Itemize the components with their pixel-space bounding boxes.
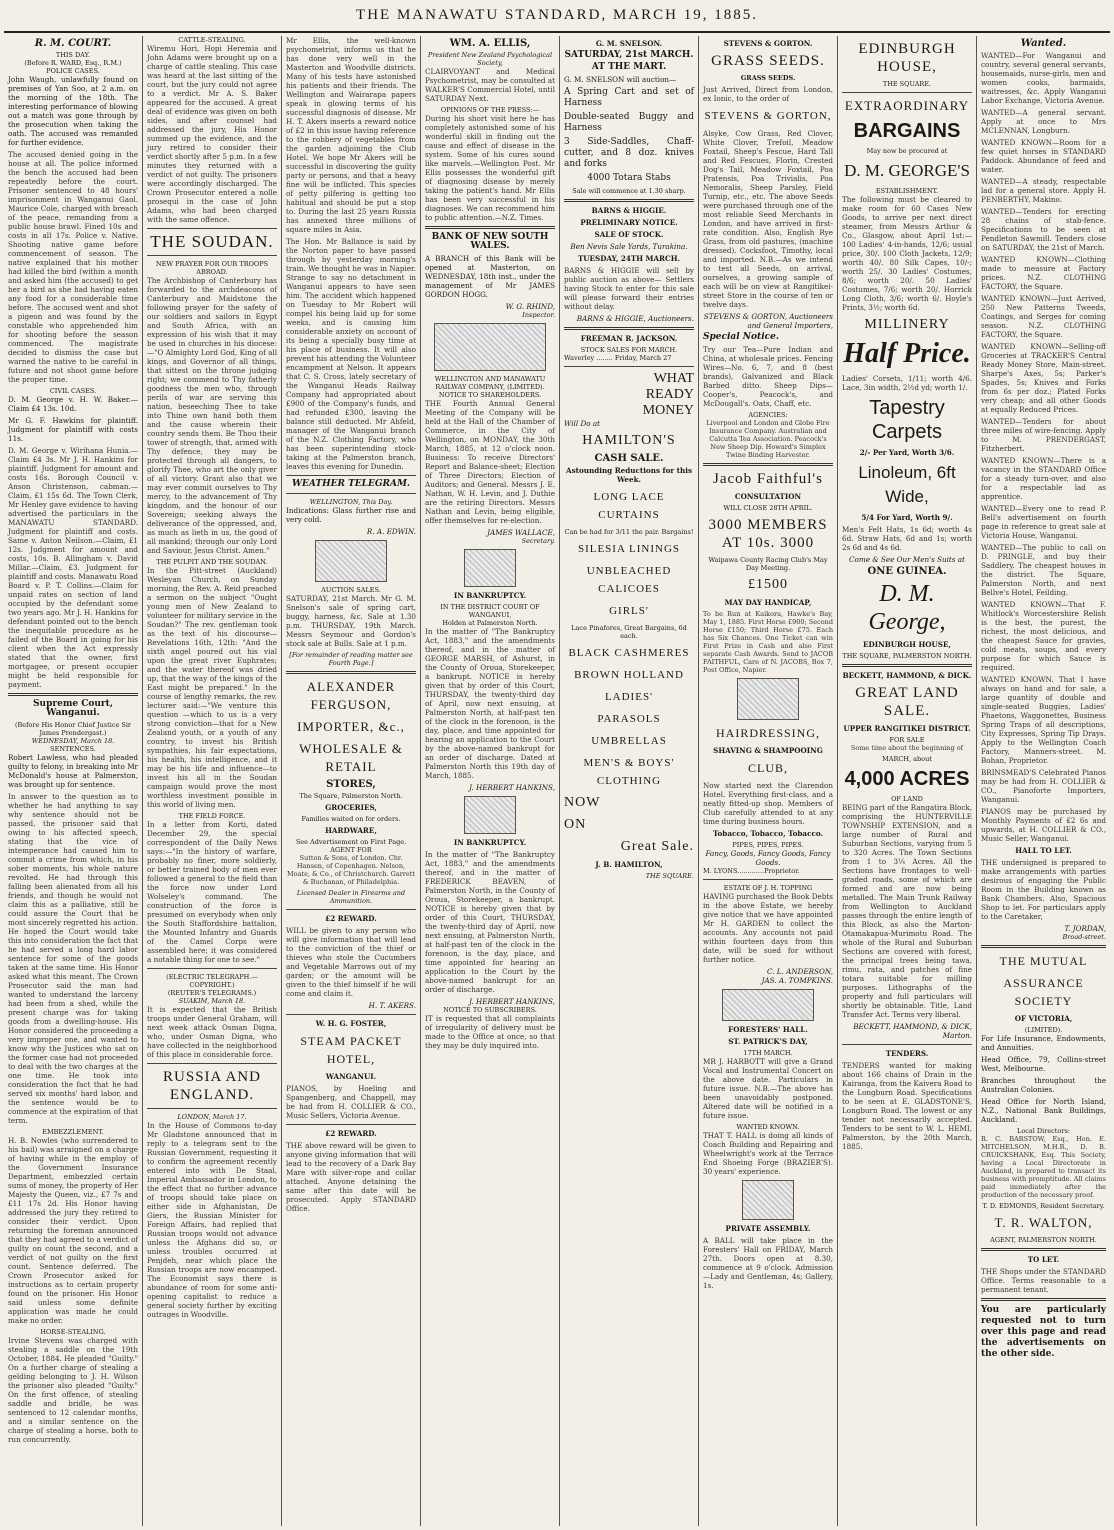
linoleum-price: 5/4 For Yard, Worth 9/. [861,513,953,522]
edinburgh-address: THE SQUARE, PALMERSTON NORTH. [842,652,972,660]
newspaper-title: THE MANAWATU STANDARD, MARCH 19, 1885. [356,7,758,23]
snelson-date: SATURDAY, 21st MARCH. [564,50,694,60]
divider [147,1063,277,1064]
divider [842,1044,972,1045]
sale-date: TUESDAY, 24TH MARCH. [577,254,681,263]
civil-case-1: D. M. George v. H. W. Baker.—Claim £4 13s. 10d. [8,395,138,413]
cattle-stealing-body: Wiremu Hori, Hopi Heremia and John Adams were brought up on a charge of cattle stealing. This case was heard at the last sitting of the court, but the jury could not agree to a verdict. Mr A. S. Baker appeared for the accused. A great deal of evidence was given on both sides, and after counsel had addressed the jury, His Honor summed up the evidence, and the jury retired to consider their verdict shortly after 5 p.m. In a few minutes they returned with a verdict of not guilty. The prisoners were accordingly discharged. The Crown Prosecutor entered a nolle prosequi in the case of John Adams, who had been charged with the same offence. [147,44,277,224]
to-let-heading: TO LET. [1027,1255,1060,1264]
civil-case-2: Mr G. F. Hawkins for plaintiff. Judgment for plaintiff with costs 11s. [8,416,138,443]
sentences-body: In answer to the question as to whether he had anything to say why sentence should not be passed, the prisoner said that owing to his affected speech, stating that the vice of intemperance had caused him to commit a crime from which, in his sober moments, his whole nature revolted. He had through this falling been alienated from all his friends, and though he would not claim this as a palliative, still he could assure the Court that he most sincerely regretted his action. He hoped the Court would take this into consideration the fact that he had served a long hard labor sentence for some of the goods taken at the same time. His Honor asked what this meant. The Crown Prosecutor said the man had wanted to understand the larceny had been from a shed, while the present charge was for taking goods from a dwelling-house. His Honor considered the proceeding a very improper one, and wanted to know why the Justices who sat on the former case had not proceeded to deal with the two charges at the one time. He took into consideration the fact that he had served six months' hard labor, and the sentence would be to commence at the expiration of that term. [8,792,138,1125]
hats-body: Men's Felt Hats, 1s 6d; worth 4s 6d. Straw Hats, 6d and 1s; worth 2s 6d and 4s 6d. [842,525,972,552]
hairdressing: HAIRDRESSING, [715,726,820,740]
walton-agent: AGENT, PALMERSTON NORTH. [990,1236,1097,1244]
soudan-heading: THE SOUDAN. [150,232,274,251]
royal-arms-illustration [464,549,516,587]
divider [147,968,277,969]
wanted-heading: Wanted. [1020,38,1067,49]
stock-sales-heading: STOCK SALES FOR MARCH. [580,346,678,354]
lace-price: Can be had for 3/11 the pair. Bargains! [564,528,694,536]
will-do-at: Will Do at [564,419,600,428]
tapestry-price: 2/- Per Yard, Worth 3/6. [859,448,955,457]
russia-body: In the House of Commons to-day Mr Gladstone announced that in reply to a telegram sent to the Russian Government, requesting it to confirm the agreement recently entered into with De Staal, Imperial Ambassador in London, to the effect that no further advance of troops should take place on either side in Afghanistan, De Giers, the Russian Minister for Foreign Affairs, had replied that Russian troops would not advance unless the Afghans did so, or unless troubles occurred at Penjdeh, near which place the Russian troops are now encamped. The Economist says there is abundance of room for some anti-opening capitalist to reduce a general society further by exciting outrages in Woodville. [147,1121,277,1319]
jacob-faithful: Jacob Faithful's [713,471,823,487]
police-case-text: John Waugh, unlawfully found on premises of Yan Soo, at 2 a.m. on the morning of the 18th. The interesting performance of blowing out a match was gone through by the prosecution when taking the oath. The accused was remanded for further evidence. [8,75,138,147]
limited-label: (LIMITED). [1024,1026,1063,1034]
members-line: 3000 MEMBERS AT 10s. 3000 [708,517,828,551]
divider [286,1124,416,1125]
edmonds-secretary: T. D. EDMONDS, Resident Secretary. [982,1202,1105,1210]
waverley-sale: Waverley ........ Friday, March 27 [564,354,672,362]
foresters-hall: FORESTERS' HALL. [728,1025,808,1034]
wanganui-label: WANGANUI. [325,1072,377,1081]
divider [981,945,1106,948]
clearance-body: The following must be cleared to make room for 60 Cases New Goods, to arrive per next direct steamer, from Messrs Arthur & Co., Glasgow, about April 1st:— 100 Ladies' 4-in-hands, 12/6; usual price, 30/. 100 Cloth Jackets, 12/9; worth 40/. 80 Silk Capes, 10/-; worth 25/. 30 Ladies' Costumes, 8/6; worth 20/. 50 Ladies' Costumes, 7/6; worth 20/. Horrick Long Cloth, 3/6; worth 6/. Hoyle's Prints, 3½; worth 6d. [842,195,972,312]
sale-time: Sale will commence at 1.30 sharp. [572,187,686,195]
prize-amount: £1500 [748,577,788,592]
jbh-name: J. B. HAMILTON, [595,860,663,869]
subscribers-body: IT is requested that all complaints of irregularity of delivery must be made to the Office at once, so that they may be duly inquired into. [425,1014,555,1050]
ellis-ad: CLAIRVOYANT and Medical Psychometrist, may be consulted at WALKER'S Commercial Hotel, until SATURDAY Next. [425,67,555,103]
supreme-before: (Before His Honor Chief Justice Sir James Prendergast.) [14,721,132,737]
pulpit-heading: THE PULPIT AND THE SOUDAN. [156,558,268,566]
bank-signature: W. G. RHIND, [505,302,555,311]
may-day-handicap: MAY DAY HANDICAP, [724,598,812,607]
pianos-ad: BRINSMEAD'S Celebrated Pianos may be had from H. COLLIER & CO., Pianoforte Importers, Wanganui. [981,768,1106,804]
sale-yards: Ben Nevis Sale Yards, Turakina. [570,242,688,251]
column-7 [838,36,977,1526]
barns-signature: BARNS & HIGGIE, Auctioneers. [576,314,694,323]
jordan-signature: T. JORDAN, [1064,924,1106,933]
civil-cases-body: D. M. George v. Wirihana Hunia.—Claim £4 3s. Mr J. H. Hankins for plaintiff. Judgment for amount and costs 16s. Borough Council v. Anson Christenson, cabman.—Claim, £1 15s 6d. The Town Clerk, Mr Henley gave evidence to having advertised the particulars in the MANAWATU STANDARD. Judgment for plaintiff and costs. Same v. Anton Neilson.—Claim, £1 12s. Judgment for amount and costs, 10s. B. Allingham v. David Millar.—Claim, £3. Judgment for plaintiff and costs. Manawatu Road Board v. P. T. Collins.—Claim for unpaid rates on section of land occupied by the defendant some two years ago. Mr J. H. Hankins for defendant pointed out to the bench the inequitable procedure as he failed of the Board in going for his client when the Act expressly stated that the owner, first mortgagee, or present occupier might be held responsible for payment. [8,446,138,689]
snelson-item: Double-seated Buggy and Harness [564,112,694,133]
umbrellas: UMBRELLAS [591,735,667,747]
licensed-dealer: Licensed Dealer in Firearms and Ammunition. [296,889,406,905]
st-patricks-day: ST. PATRICK'S DAY, [728,1037,808,1046]
divider [564,327,694,330]
dmgeorge-establishment: D. M. GEORGE'S [844,161,970,180]
auctioneer-hammer-illustration [315,540,387,582]
dmgeorge-signature: D. M. George, [868,581,946,635]
procured-note: May now be procured at [866,147,948,155]
grass-seeds-sub: GRASS SEEDS. [740,74,796,82]
ferguson-wholesale: WHOLESALE & RETAIL [299,741,403,774]
dancers-illustration [742,1180,794,1220]
stevens-name: STEVENS & GORTON, [704,110,832,122]
snelson-item: 4000 Totara Stabs [587,173,671,183]
grass-seeds-title: GRASS SEEDS. [711,53,825,69]
topping-body: HAVING purchased the Book Debts in the above Estate, we hereby give notice that we have appointed Mr H. GARDEN to collect the accounts. Any accounts not paid within fourteen days from this date, will be sued for without further notice. [703,892,833,964]
lyons-proprietor: M. LYONS.............Proprietor. [703,867,800,875]
wanted-ad: WANTED—The public to call on D. PRINGLE, and buy their Saddlery. The cheapest houses in the district. The Square, Palmerston North, and next Bellve's Hotel, Feilding. [981,543,1106,597]
divider [286,493,416,494]
ladies-heading: LADIES' [604,691,654,703]
directors-list: R. C. BARSTOW, Esq., Hon. E. MITCHELSON, M.H.R., D. B. CRUICKSHANK, Esq. This Society, having a Local Directorate in Auckland, is prepared to transact its business with promptitude. All claims paid immediately after the production of the necessary proof. [981,1135,1106,1199]
column-8 [977,36,1110,1526]
wanted-ad: WANTED KNOWN—Selling-off Groceries at TRACKER'S Central Ready Money Store, Main-street. Sharpe's Axes, 5s; Parker's Spades, 5s; Knives and Forks from 6s per doz.; Plated Forks very cheap; and all other Goods at equally Reduced Prices. [981,342,1106,414]
divider [842,664,972,667]
foresters-emblem [722,989,814,1021]
wanted-ad: WANTED KNOWN—There is a vacancy in the STANDARD Office for a steady turn-over, and also for a respectable lad as apprentice. [981,456,1106,501]
edinburgh-square: THE SQUARE. [882,80,932,88]
for-sale: FOR SALE [889,736,925,744]
land-sale-intro: Some time about the beginning of [850,744,964,752]
weather-signature: R. A. EDWIN. [366,527,416,536]
acres: 4,000 ACRES [844,768,970,790]
millinery: MILLINERY [864,317,950,332]
divider [147,255,277,256]
sale-of-stock: SALE OF STOCK. [594,230,664,239]
supreme-court-heading: Supreme Court, Wanganui. [33,699,113,718]
bank-signature-title: Inspector. [522,311,555,319]
foresters-body: MR J. HARBOTT will give a Grand Vocal and Instrumental Concert on the above date. Particulars in future issue. N.B.—The above has been unavoidably postponed. Altered date will be notified in a future issue. [703,1057,833,1120]
stevens-heading: STEVENS & GORTON. [723,39,813,48]
masthead-rule [4,31,1110,33]
anderson-signature: C. L. ANDERSON, [767,967,833,976]
opinions-heading: OPINIONS OF THE PRESS:— [440,106,540,114]
prayer-body: The Archbishop of Canterbury has forwarded to the archdeacons of Canterbury and Maidstone the following prayer for the safety of our soldiers and sailors in Egypt and South Africa, with an expression of his wish that it may be used in churches in his diocese:—"O Almighty Lord God, King of all kings, and Governor of all things, that sittest on the throne judging right; we commend to Thy fatherly goodness the men who, through perils of war are serving this nation, beseeching Thee to take into Thine own hand both them and the cause wherein their country sends them. Be Thou their tower of strength, that, armed with Thy defence, they may be protected through all dangers, to glorify Thee, who art the only giver of all victory. Grant also that we may ever commit ourselves to Thy mercy, to the advancement of Thy kingdom, and the honour of our Sovereign; seeking always the deliverance of the oppressed, and, as much as lieth in us, the good of all mankind; through our only Lord and Saviour, Jesus Christ. Amen." [147,276,277,555]
land-sale-body: BEING part of the Rangatira Block, comprising the HUNTERVILLE TOWNSHIP EXTENSION, and a large number of Rural and Suburban Sections, varying from 5 to 320 Acres. The Town Sections from 1 to 3¼ Acres. All the Sections have frontages to well-graded roads, some of which are formed and are now being metalled. The Main Trunk Railway from Wellington to Auckland passes through the entire length of this Block, as also the Marton-Otamakapua-Murimotu Road. The whole of the Rural and Suburban Sections are covered with forest, the principal trees being tawa, rimu, rata, and patches of fine totara suitable for milling purposes. Lithographs of the property and full particulars will shortly be obtainable. Title, Land Transfer Act. Terms very liberal. [842,803,972,1019]
divider [564,199,694,202]
shareholders-heading: NOTICE TO SHAREHOLDERS. [438,391,542,399]
groceries-heading: GROCERIES, [325,803,377,812]
barns-heading: BARNS & HIGGIE. [591,206,667,215]
grass-seeds-body: Alsyke, Cow Grass, Red Clover, White Clover, Trefoil, Meadow Foxtail, Sheep's Fescue, Hard Tall and Red Fescues, Florin, Crested Dog's Tail, Meadow Foxtail, Poa Pratensis, Poa Trivialis, Poa Nemoralis, Sheep Parsley, Field Turnip, etc., etc. The above Seeds were purchased through one of the most reliable Seed Merchants in London, and have arrived in first-rate condition. Also, English Rye Grass, from old pastures, (machine dressed). Cocksfoot, Timothy, local and imported. N.B.—As we intend to test all Seeds, on arrival, ourselves, a growing sample of each will be on view at Rangitikei-street Store in the course of ten or twelve days. [703,129,833,309]
girls-heading: GIRLS' [609,605,649,617]
agency-list: Sutton & Sons, of London. Chr. Hansen, of Copenhagen. Nelson, Moate, & Co., of Christchurch. Garrett & Buchanan, of Philadelphia. [287,854,415,886]
shareholders-body: THE Fourth Annual General Meeting of the Company will be held at the Hall of the Chamber of Commerce, in the City of Wellington, on MONDAY, the 30th March, 1885, at 12 o'clock noon. Business: To receive Directors' Report and Balance-sheet; Election of Three Directors; Election of Auditors; and General. Messrs J. E. Nathan, W. H. Levin, and J. Duthie are the retiring Directors. Messrs Nathan and Levin, being eligible, offer themselves for re-election. [425,399,555,525]
linoleum: Linoleum, 6ft Wide, [858,463,956,506]
grass-seeds-intro: Just Arrived, Direct from London, ex Ionic, to the order of [703,85,833,103]
hall-body: THE undersigned is prepared to make arrangements with parties desirous of engaging the Public Room in the Building known as Bank Chambers. Also, Spacious Shop to let. For particulars apply to the Caretaker, [981,858,1106,921]
bargains: BARGAINS [853,120,961,142]
jackson-heading: FREEMAN R. JACKSON. [580,334,678,343]
club: CLUB, [747,761,788,775]
auction-sales-body: SATURDAY, 21st March. Mr G. M. Snelson's sale of spring cart, buggy, harness, &c. Sale at 1.30 p.m. THURSDAY, 19th March. Messrs Seymour and Gordon's stock sale at Bulls. Sale at 1 p.m. [286,594,416,648]
bankruptcy-body-2: In the matter of "The Bankruptcy Act, 1883," and the amendments thereof, and in the matter of FREDERICK BEAVEN, of Palmerston North, in the County of Oroua, Storekeeper, a bankrupt. NOTICE is hereby given that by order of this Court, THURSDAY, the twenty-third day of April, now next ensuing, at Palmerston North, at half-past ten of the clock in the forenoon, is the day, place, and time appointed for hearing an application to the Court by the above-named bankrupt for an order of discharge. [425,850,555,994]
ferguson-stores: STORES, [326,779,376,790]
branches: Branches throughout the Australian Colonies. [981,1076,1106,1094]
nz-head-office: Head Office for North Island, N.Z., National Bank Buildings, Auckland. [981,1097,1106,1124]
life-insurance: For Life Insurance, Endowments, and Annuities. [981,1034,1106,1052]
unbleached-calicoes: UNBLEACHED CALICOES [586,565,672,595]
mutual-heading: THE MUTUAL [999,954,1088,968]
police-cases-heading: POLICE CASES. [46,67,100,75]
mens-clothing: MEN'S & BOYS' CLOTHING [583,757,675,787]
reward-body-2: THE above reward will be given to anyone giving information that will lead to the recovery of a Dark Bay Mare with silver-rope and collar attached. Anyone detaining the same after this date will be prosecuted. Apply STANDARD Office. [286,1141,416,1213]
come-and-see: Come & See Our Men's Suits at [849,555,965,564]
beckett-signature: BECKETT, HAMMOND, & DICK, Marton. [853,1022,972,1040]
divider [8,693,138,696]
edinburgh-house: EDINBURGH HOUSE, [858,41,956,75]
pianos-ad: PIANOS may be purchased by Monthly Payments of £2 6s and upwards, at H. COLLIER & CO., Music Seller, Wanganui. [981,807,1106,843]
wanted-ad: WANTED—For Wanganui and country, several general servants, housemaids, nurse-girls, men and women cooks, barmaids, waitresses, &c. Apply Wanganui Labor Exchange, Victoria Avenue. [981,51,1106,105]
bankruptcy-body-1: In the matter of "The Bankruptcy Act, 1883," and the amendments thereof, and in the matter of GEORGE MARSH, of Ashurst, in the County of Oroua, Storekeeper, a bankrupt. NOTICE is hereby given that by order of this Court, THURSDAY, the twenty-third day of April, now next ensuing, at Palmerston North, at half-past ten of the clock in the forenoon, is the day, place, and time appointed for hearing an application to the Court by the above-named bankrupt for an order of discharge. Dated at Palmerston North this 19th day of March, 1885. [425,627,555,780]
supreme-date: WEDNESDAY, March 18. [31,737,115,745]
wanted-ad: WANTED KNOWN—Just Arrived, 250 New Patterns Tweeds, Coatings, and Serges for coming season. N.Z. CLOTHING FACTORY, the Square. [981,294,1106,339]
wanted-ad: WANTED—A steady, respectable lad for a general store. Apply H. PENBERTHY, Makino. [981,177,1106,204]
private-assembly-body: A BALL will take place in the Foresters' Hall on FRIDAY, March 27th. Doors open at 8.30, commence at 9 o'clock. Admission —Lady and Gentleman, 4s; Gallery, 1s. [703,1236,833,1290]
prayer-heading: NEW PRAYER FOR OUR TROOPS ABROAD. [155,260,269,276]
sentence-1: Robert Lawless, who had pleaded guilty to felony, in breaking into Mr McDonald's house at Palmerston, was brought up for sentence. [8,753,138,789]
divider [286,671,416,674]
column-3 [282,36,421,1526]
wanted-known-heading: WANTED KNOWN. [736,1123,800,1131]
tenders-heading: TENDERS. [885,1049,929,1058]
reward-heading-1: £2 REWARD. [325,914,377,923]
club-body: Now started next the Clarendon Hotel. Everything first-class, and a neatly fitted-up shop. Members of Club carefully attended to at any time during business hours. [703,781,833,826]
court-day: THIS DAY. [55,51,91,59]
divider [981,1248,1106,1251]
reuter-notice: (REUTER'S TELEGRAMS.) [167,989,257,997]
bank-notice: A BRANCH of this Bank will be opened at Masterton, on WEDNESDAY, 18th inst., under the management of Mr JAMES GORDON HOGG. [425,254,555,299]
assurance-heading: ASSURANCE SOCIETY [1003,976,1084,1008]
divider [564,366,694,367]
subscribers-heading: NOTICE TO SUBSCRIBERS. [443,1006,537,1014]
millinery-body: Ladies' Corsets, 1/11; worth 4/6. Lace, 3in width, 2½d yd; worth 1/. [842,374,972,392]
field-force-heading: THE FIELD FORCE. [178,812,246,820]
head-office: Head Office, 79, Collins-street West, Melbourne. [981,1055,1106,1073]
families-note: Families waited on for orders. [301,815,401,823]
shareholders-signature-title: Secretary. [521,537,555,545]
black-cashmeres: BLACK CASHMERES [568,647,690,659]
handicap-body: To be Run at Kaikora, Hawke's Bay, May 1, 1885. First Horse £900; Second Horse £150; Third Horse £75. Each has Six Chances. One Ticket can win First Prize in Cash and also First separate Cash Awards. Send to JACOB FAITHFUL, Care of N. JACOBS, Box 7, Post Office, Napier. [703,610,833,674]
wanted-ad: WANTED KNOWN—Room for a few quiet horses in STANDARD Paddock. Abundance of feed and water. [981,138,1106,174]
prelim-notice: PRELIMINARY NOTICE. [580,218,678,227]
bankruptcy-signature-2: J. HERBERT HANKINS, [469,997,555,1006]
wanted-ad: WANTED—Every one to read P. Bell's advertisement on fourth page in reference to great sale at Victoria House, Wanganui. [981,504,1106,540]
news-items: The Hon. Mr Ballance is said by the Norton paper to have passed through by yesterday morning's train. We thought he was in Napier. Strange to say no detachment in Wanganui appears to have seen him. The accident which happened on Tuesday to Mr Robert will compel his being laid up for some weeks, and is causing him considerable anxiety on account of its being a specially busy time at his place of business. It will also prevent his attending the Volunteer encampment at Nelson. It appears that C. S. Cross, lately secretary of the Wanganui Heads Railway Company had appropriated about £900 of the Company's funds, and had refunded £300, leaving the balance still deducted. Mr Ahfeld, manager of the Wanganui branch of the N.Z. Clothing Factory, who has been superintending stock-taking at the Palmerston branch, leaves this evening for Dunedin. [286,237,416,471]
beckett-heading: BECKETT, HAMMOND, & DICK. [842,671,972,680]
steam-packet-hotel: STEAM PACKET HOTEL, [300,1034,402,1066]
suakim-dateline: SUAKIM, March 18. [178,997,246,1005]
column-2 [143,36,282,1526]
tenders-body: TENDERS wanted for making about 166 chains of Drain in the Kairanga, from the Kaivera Road to the Longburn Road. Specifications to be seen at E. GLADSTONE'S, Longburn Road. The lowest or any tender not necessarily accepted. Tenders to be sent to W. L. HEMI, Palmerston, by the 20th March, 1885. [842,1061,972,1151]
auction-sales-heading: AUCTION SALES. [321,586,381,594]
money-word: MONEY [642,403,694,418]
divider [703,879,833,880]
bankruptcy-heading-1: IN BANKRUPTCY. [453,591,527,600]
divider [147,1108,277,1109]
cattle-stealing-heading: CATTLE-STEALING. [178,36,246,44]
divider [703,463,833,466]
district-court-1: IN THE DISTRICT COURT OF WANGANUI, [440,603,540,619]
edinburgh-house-2: EDINBURGH HOUSE, [863,640,951,649]
divider [286,475,416,476]
wanted-ad: WANTED—Tenders for about three miles of wire-fencing. Apply to M. PRENDERGAST, Fitzherbert. [981,417,1106,453]
embezzlement-body: H. B. Nowles (who surrendered to his bail) was arraigned on a charge of having while in the employ of the Government Insurance Department, embezzled certain sums of money, the property of Her Majesty the Queen, viz., £7 7s and £11 17s 2d. His Honor having addressed the jury they retired to consider their verdict. Upon returning the foreman announced that they had agreed to a verdict of guilty on count the second, and a verdict of not guilty on the first count. Sentence deferred. The Crown Prosecutor asked for instructions as to certain property found on the prisoner. His Honor said unless some definite application was made he could make no order. [8,1136,138,1325]
court-before: (Before R. WARD, Esq., R.M.) [24,59,122,67]
half-price: Half Price. [843,338,971,369]
column-5 [560,36,699,1526]
barns-body: BARNS & HIGGIE will sell by public auction as above— Settlers having Stock to enter for this sale will please forward their entries without delay. [564,266,694,311]
weather-heading: WEATHER TELEGRAM. [291,479,411,489]
column-1 [4,36,143,1526]
what-word: WHAT [653,371,694,386]
first-page-note: See Advertisement on First Page. [295,838,407,846]
ellis-title: President New Zealand Psychological Society, [427,51,553,67]
great-land-sale: GREAT LAND SALE. [855,685,959,719]
ellis-testimonials: Mr Ellis, the well-known psychometrist, informs us that he has done very well in the Masterton and Woodville districts. Many of his tests have astonished his patients and their friends. The Wellington and Wairarapa papers speak in glowing terms of his successful diagnosis of disease. Mr H. T. Akers inserts a reward notice of £2 in this issue having reference to the robbery of vegetables from the garden adjoining the Club Hotel. We hope Mr Akers will be successful in discovering the guilty party or persons, and that a heavy fine will be inflicted. This species of petty pilfering is getting too habitual and should be put a stop to. During the last 25 years Russia has annexed three millions of square miles in Asia. [286,36,416,234]
turn-over-request: You are particularly requested not to turn over this page and read the advertisements on the other side. [981,1305,1106,1359]
railway-company: WELLINGTON AND MANAWATU RAILWAY COMPANY, (LIMITED). [434,375,546,391]
fancy-goods: Fancy, Goods, Fancy Goods, Fancy Goods. [705,849,831,867]
civil-cases-heading: CIVIL CASES. [49,387,97,395]
railway-locomotive-illustration [434,323,546,371]
st-patricks-date: 17TH MARCH. [743,1049,793,1057]
wanted-ad: WANTED KNOWN. That I have always on hand and for sale, a large quantity of double and single-seated Buggies, Ladies' Phaetons, Waggonettes, Business Spring Traps of all descriptions, City Expresses, Spring Tip Drays. Apply to the Wellington Coach Factory, Manners-street. M. Bohan, Proprietor. [981,675,1106,765]
cash-sale: CASH SALE. [594,453,664,464]
foster-name: W. H. G. FOSTER, [315,1019,387,1028]
london-dateline: LONDON, March 17. [177,1113,247,1121]
silesia-linings: SILESIA LININGS [577,543,681,555]
horse-stealing-body: Irvine Stevens was charged with stealing a saddle on the 19th October, 1884. He pleaded "Guilty." On a further charge of stealing a gelding belonging to J. H. Wilson the prisoner also pleaded "Guilty." On the first offence, of stealing saddle and bridle, he was sentenced to 12 calendar months, and a similar sentence on the charge of stealing a horse, both to run concurrently. [8,1336,138,1444]
bankruptcy-signature-1: J. HERBERT HANKINS, [469,783,555,792]
reductions-heading: Astounding Reductions for this Week. [566,466,692,484]
agencies-list: Liverpool and London and Globe Fire Insurance Company. Australian and Calcutta Tea Association. Peacock's New Sheep Dip. Howard's Simplex Twine Binding Harvester. [706,419,830,459]
divider [286,909,416,910]
pipes: PIPES, PIPES, PIPES. [732,841,804,849]
suakim-body: It is expected that the British troops under General Graham, will next week attack Osman Digna, who, under Osman Digna, who have collected in the neighborhood of this place in considerable force. [147,1005,277,1059]
bankruptcy-heading-2: IN BANKRUPTCY. [453,838,527,847]
snelson-item: A Spring Cart and set of Harness [564,87,694,108]
divider [425,226,555,229]
extraordinary: EXTRAORDINARY [844,98,970,113]
divider [842,92,972,93]
victoria-heading: OF VICTORIA, [1014,1014,1073,1023]
divider [147,228,277,229]
ferguson-name: ALEXANDER FERGUSON, [306,679,396,712]
walton-name: T. R. WALTON, [994,1215,1093,1230]
tompkins-signature: JAS. A. TOMPKINS. [761,976,833,985]
ready-word: READY [645,387,694,402]
pulpit-body: In the Pitt-street (Auckland) Wesleyan Church, on Sunday morning, the Rev. A. Reid preached a sermon on the subject "Ought young men of New Zealand to volunteer for military service in the Soudan?" The rev. gentleman took as the text of his discourse—Revelations 16th, 12th: "And the sixth angel poured out his vial upon the great river Euphrates; and the water thereof was dried up, that the way of the kings of the East might be prepared." In the course of lengthy remarks, the rev. lecturer said:—"We venture this question —which to us is a very strong conviction—that for a New Zealand youth, or a youth of any country, to invest his British sympathies, his fair expectations, his health, his intelligence, and it may be his life and influence—to invest his all in the Soudan campaign would prove the most worthless investment possible in this world of living men. [147,566,277,809]
jbh-address: THE SQUARE. [645,872,694,880]
special-notice-body: Try our Tea—Pure Indian and China, at wholesale prices. Fencing Wires—No. 6, 7, and 8 (best brands), Galvanized and Black Barbed ditto. Sheep Dips—Cooper's, Peacock's, and McDougall's. Oats, Chaff, etc. [703,345,833,408]
shaving: SHAVING & SHAMPOOING [713,746,823,755]
bank-heading: BANK OF NEW SOUTH WALES. [431,232,549,251]
snelson-item: 3 Side-Saddles, Chaff-cutter, and 8 doz. knives and forks [564,137,694,169]
of-land: OF LAND [891,795,923,803]
embezzlement-heading: EMBEZZLEMENT. [42,1128,104,1136]
topping-estate: ESTATE OF J. H. TOPPING [723,884,813,892]
agent-for-heading: AGENT FOR [330,846,372,854]
wanted-ad: WANTED—Tenders for erecting 28 chains of stab-fence. Specifications to be seen at Pendleton Sawmill. Tenders close on SATURDAY, the 21st of March. [981,207,1106,252]
parasols: PARASOLS [597,713,661,725]
hall-to-let: HALL TO LET. [1015,846,1072,855]
wanted-ad: WANTED KNOWN—That F. Whitlock's Worcestershire Relish is the best, the purest, the richest, the most delicious, and the cheapest Sauce for gravies, cold meats, soups, and every purpose for which Sauce is required. [981,600,1106,672]
ferguson-importer: IMPORTER, &c., [297,719,405,734]
divider [981,1298,1106,1301]
now-word: NOW [564,795,601,810]
holden-1: Holden at Palmerston North. [442,619,538,627]
waipawa-meeting: Waipawa County Racing Club's May Day Meeting. [708,556,828,572]
wanted-ad: WANTED KNOWN—Clothing made to measure at Factory prices. N.Z. CLOTHING FACTORY, the Square. [981,255,1106,291]
reward-heading-2: £2 REWARD. [325,1129,377,1138]
horse-stealing-heading: HORSE-STEALING. [40,1328,106,1336]
to-let-body: THE Shops under the STANDARD Office. Terms reasonable to a permanent tenant. [981,1267,1106,1294]
what-ready-money [564,371,694,419]
sentences-heading: SENTENCES. [50,745,96,753]
field-force-body: In a letter from Korti, dated December 29, the special correspondent of the Daily News says:—"In the history of warfare, probably no finer, more soldierly, or better trained body of men ever followed a general to the field than the force now under Lord Wolseley's command. The construction of the force is presumed on everybody when only the South Staffordshire battalion, the Mounted Infantry and Guards of the Camel Corps were assembled here; it was considered a notable thing for one to see." [147,820,277,964]
establishment: ESTABLISHMENT. [875,187,939,195]
special-notice-heading: Special Notice. [703,332,779,342]
snelson-mart: AT THE MART. [591,62,667,72]
hairdresser-illustration [737,678,799,720]
upper-rangitikei: UPPER RANGITIKEI DISTRICT. [843,724,971,733]
pinafores: Lace Pinafores, Great Bargains, 6d each. [571,624,687,640]
brown-holland: BROWN HOLLAND [574,669,684,681]
column-4 [421,36,560,1526]
opinions-body: During his short visit here he has completely astonished some of his wonderful skill in finding out the cause and effect of disease in the system. Some of his cures sound like marvels.—Wellington Post. Mr Ellis possesses the wonderful gift of diagnosing disease by merely taking the patient's hand. Mr Ellis has been very successful in his diagnoses. We can recommend him to public attention.—N.Z. Times. [425,114,555,222]
wanted-ad: WANTED—A general servant. Apply at once to Mrs MCLENNAN, Longburn. [981,108,1106,135]
jordan-address: Broad-street. [1062,933,1106,941]
court-body: The accused denied going in the house at all. The police informed the bench the accused had been repeatedly before the court. Prisoner sentenced to 48 hours' imprisonment in Wanganui Gaol. Maurice Cole, charged with breach of the peace, remanding from a public house brawl. Fined 10s and costs in all 17s. Police v. Native. Shooting native game before commencement of season. The native explained that his mother had killed the bird (within a month and asked him (the accused) to get her a bird as she had having eaten any food for a considerable time before. The accused went and shot a pigeon and was found by the constable who apprehended him for shooting before the season commenced. The magistrate decided to dismiss the case but warned the native to be careful in future and not shoot game before the proper time. [8,150,138,384]
stevens-signature: STEVENS & GORTON, Auctioneers and General Importers, [703,312,833,330]
court-heading: R. M. COURT. [34,38,112,49]
march-about: MARCH, about [882,755,932,763]
newspaper-columns [4,36,1110,1526]
column-6 [699,36,838,1526]
consultation: CONSULTATION [734,492,802,501]
hamiltons-name: HAMILTON'S [582,433,676,448]
private-assembly: PRIVATE ASSEMBLY. [725,1224,811,1233]
agencies-heading: AGENCIES: [748,411,788,419]
hardware-heading: HARDWARE, [325,826,377,835]
great-sale: Great Sale. [620,839,694,854]
ferguson-address: The Square, Palmerston North. [299,792,403,800]
tobacco: Tobacco, Tobacco, Tobacco. [712,829,824,838]
pianos-ad: PIANOS, by Hoeling and Spangenberg, and Chappell, may be had from H. COLLIER & CO., Music Sellers, Victoria Avenue. [286,1084,416,1120]
ellis-name: WM. A. ELLIS, [449,38,531,49]
consultation-close: WILL CLOSE 28TH APRIL. [723,504,813,512]
one-guinea: ONE GUINEA. [867,566,947,577]
telegraph-notice: (ELECTRIC TELEGRAPH.—COPYRIGHT.) [166,973,258,989]
weather-dateline: WELLINGTON, This Day. [309,498,393,506]
reward-body-1: WILL be given to any person who will give information that will lead to the conviction of the thief or thieves who stole the Cucumbers and Vegetable Marrows out of my garden; or the amount will be given to the thief himself if he will come and claim it. [286,926,416,998]
royal-arms-illustration-2 [464,796,516,834]
local-directors-heading: Local Directors: [1017,1127,1070,1135]
snelson-intro: G. M. SNELSON will auction— [564,75,677,84]
reward-signature: H. T. AKERS. [368,1001,416,1010]
on-word: ON [564,817,587,832]
wanted-known-body: THAT T. HALL is doing all kinds of Coach Building and Repairing and Wheelwright's work at the Terrace End Shoeing Forge (BRAZIER'S). 30 years' experience. [703,1131,833,1176]
divider [286,1014,416,1015]
russia-heading: RUSSIA AND ENGLAND. [163,1069,261,1103]
lace-curtains: LONG LACE CURTAINS [593,491,665,521]
snelson-heading: G. M. SNELSON. [595,39,663,48]
tapestry-carpets: Tapestry Carpets [869,397,945,443]
reading-matter-note: [For remainder of reading matter see Fourth Page.] [289,651,413,667]
shareholders-signature: JAMES WALLACE, [487,528,555,537]
weather-indications: Indications: Glass further rise and very cold. [286,506,416,524]
